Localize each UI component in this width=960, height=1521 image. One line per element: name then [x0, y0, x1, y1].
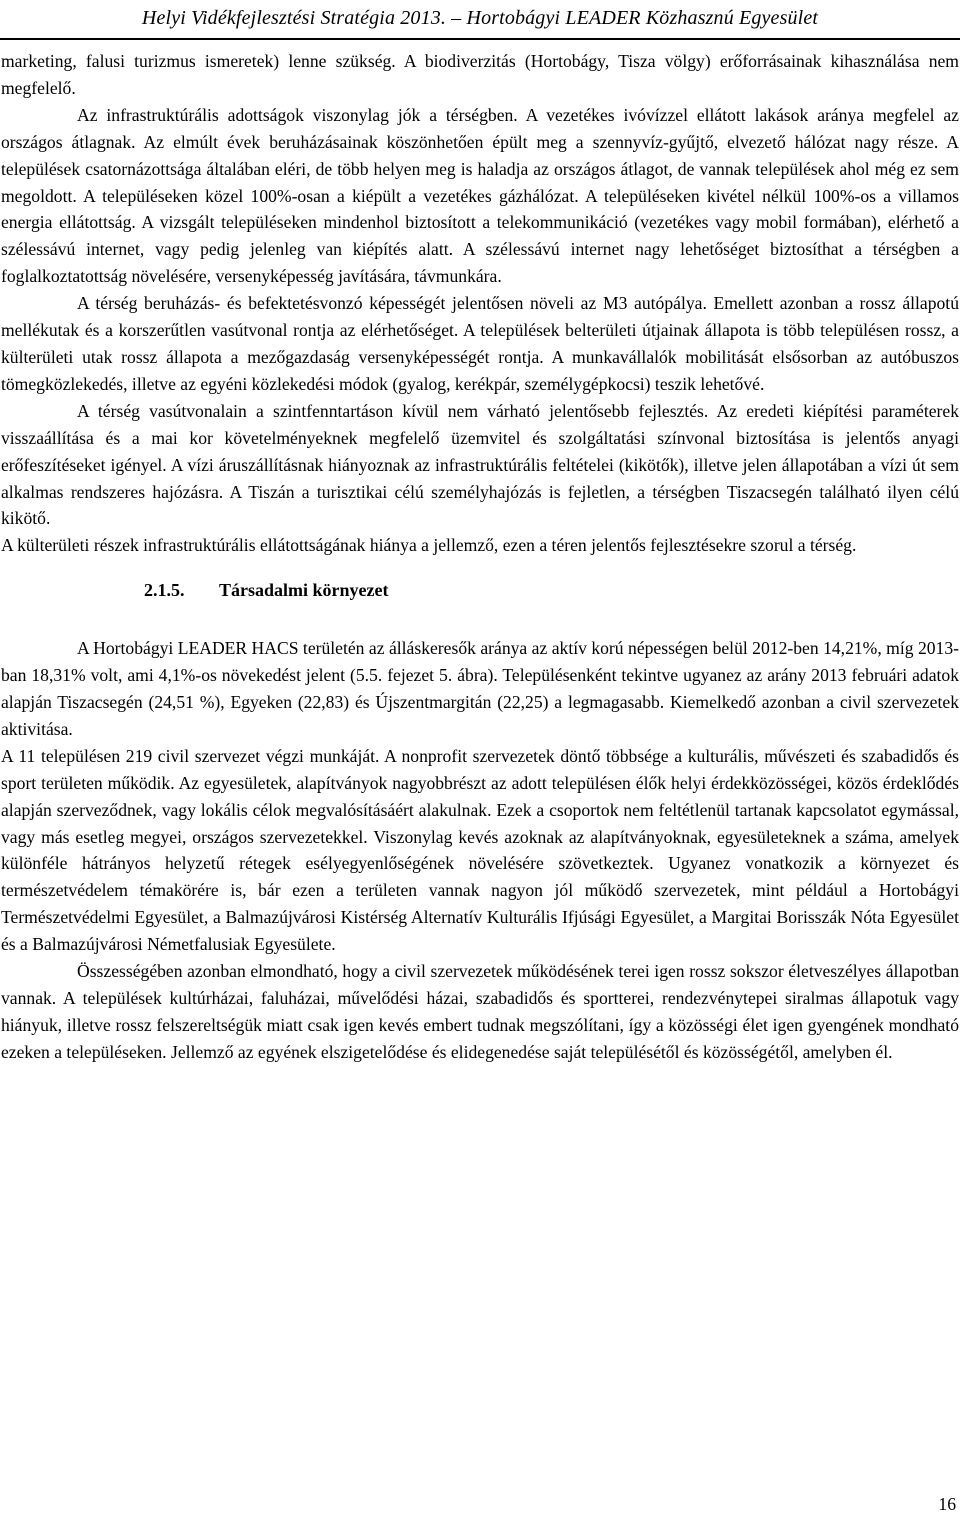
header-title: Helyi Vidékfejlesztési Stratégia 2013. – Hortobágyi LEADER Közhasznú Egyesület [141, 7, 819, 29]
paragraph: A térség vasútvonalain a szintfenntartáson kívül nem várható jelentősebb fejlesztés. Az eredeti kiépítési paraméterek visszaállítása és a mai kor követelményeknek megfelelő üzemvitel és szolgáltatási színvonal biztosítása is jelentős anyagi erőfeszítéseket igényel. A vízi áruszállításnak hiányoznak az infrastruktúrális feltételei (kikötők), illetve jelen állapotában a vízi út sem alkalmas rendszeres hajózásra. A Tiszán a turisztikai célú személyhajózás is fejletlen, a térségben Tiszacsegén található ilyen célú kikötő. [1, 400, 959, 529]
section-heading [1, 577, 959, 635]
paragraph: A Hortobágyi LEADER HACS területén az álláskeresők aránya az aktív korú népességen belül 2012-ben 14,21%, míg 2013-ban 18,31% volt, ami 4,1%-os növekedést jelent (5.5. fejezet 5. ábra). Településenként tekintve ugyanez az arány 2013 februári adatok alapján Tiszacsegén (24,51 %), Egyeken (22,83) és Újszentmargitán (22,25) a legmagasabb. Kiemelkedő azonban a civil szervezetek aktivitása. [1, 638, 959, 739]
document-body [1, 48, 959, 1066]
header-rule [0, 38, 960, 40]
paragraph: Az infrastruktúrális adottságok viszonylag jók a térségben. A vezetékes ivóvízzel ellátott lakások aránya megfelel az országos átlagnak. Az elmúlt évek beruházásainak köszönhetően épült meg a szennyvíz-gyűjtő, elvezető hálózat nagy része. A települések csatornázottsága általában eléri, de több helyen meg is haladja az országos átlagot, de vannak települések ahol még ez sem megoldott. A településeken közel 100%-osan a kiépült a vezetékes gázhálózat. A településeken kivétel nélkül 100%-os a villamos energia ellátottság. A vizsgált településeken mindenhol biztosított a telekommunikáció (vezetékes vagy mobil formában), elérhető a szélessávú internet, vagy pedig jelenleg van kiépítés alatt. A szélessávú internet nagy lehetőséget biztosíthat a térségben a foglalkoztatottság növelésére, versenyképesség javítására, távmunkára. [1, 104, 959, 287]
page-header [0, 0, 960, 46]
section-title: Társadalmi környezet [219, 580, 389, 601]
paragraph: marketing, falusi turizmus ismeretek) lenne szükség. A biodiverzitás (Hortobágy, Tisza völgy) erőforrásainak kihasználása nem megfelelő. [1, 51, 959, 98]
page-number: 16 [938, 1494, 956, 1514]
section-number: 2.1.5. [144, 580, 185, 601]
paragraph: A 11 településen 219 civil szervezet végzi munkáját. A nonprofit szervezetek döntő többsége a kulturális, művészeti és szabadidős és sport területen működik. Az egyesületek, alapítványok nagyobbrészt az adott településen élők helyi érdekközösségei, közös érdeklődés alapján szerveződnek, vagy lokális célok megvalósításáért alakulnak. Ezek a csoportok nem feltétlenül tartanak kapcsolatot egymással, vagy más esetleg megyei, országos szervezetekkel. Viszonylag kevés azoknak az alapítványoknak, egyesületeknek a száma, amelyek különféle hátrányos helyzetű rétegek esélyegyenlőségének növelésére szövetkeztek. Ugyanez vonatkozik a környezet és természetvédelem témakörére is, bár ezen a területen vannak nagyon jól működő szervezetek, mint például a Hortobágyi Természetvédelmi Egyesület, a Balmazújvárosi Kistérség Alternatív Kulturális Ifjúsági Egyesület, a Margitai Borisszák Nóta Egyesület és a Balmazújvárosi Németfalusiak Egyesülete. [1, 745, 959, 955]
paragraph: A külterületi részek infrastruktúrális ellátottságának hiánya a jellemző, ezen a téren jelentős fejlesztésekre szorul a térség. [1, 535, 857, 556]
paragraph: Összességében azonban elmondható, hogy a civil szervezetek működésének terei igen rossz sokszor életveszélyes állapotban vannak. A települések kultúrházai, faluházai, művelődési házai, szabadidős és sportterei, rendezvénytерei siralmas állapotuk vagy hiányuk, illetve rossz felszereltségük miatt csak igen kevés embert tudnak megszólítani, így a közösségi élet igen gyengének mondható ezeken a településeken. Jellemző az egyének elszigetelődése és elidegenedése saját településétől és közösségétől, amelyben él. [1, 961, 959, 1062]
paragraph: A térség beruházás- és befektetésvonzó képességét jelentősen növeli az M3 autópálya. Emellett azonban a rossz állapotú mellékutak és a korszerűtlen vasútvonal rontja az elérhetőséget. A települések belterületi útjainak állapota is több településen rossz, a külterületi utak rossz állapota a mezőgazdaság versenyképességét rontja. A munkavállalók mobilitását elsősorban az autóbuszos tömegközlekedés, illetve az egyéni közlekedési módok (gyalog, kerékpár, személygépkocsi) teszik lehetővé. [1, 293, 959, 394]
